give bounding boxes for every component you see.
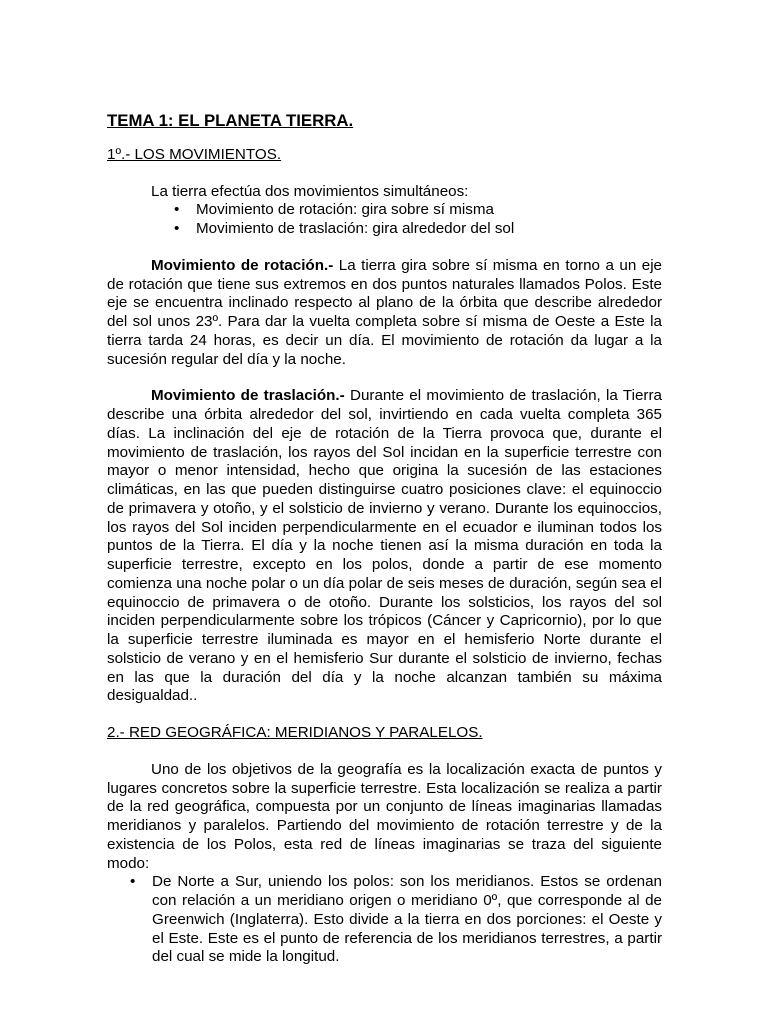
intro-text: La tierra efectúa dos movimientos simultáneos:: [151, 182, 469, 200]
list-item-text: Movimiento de traslación: gira alrededor del sol: [196, 220, 515, 237]
list-item-text: De Norte a Sur, uniendo los polos: son los meridianos. Estos se ordenan con relación a un meridiano origen o meridiano 0º, que corresponde al de Greenwich (Inglaterra). Esto divide a la tierra en dos porciones: el Oeste y el Este. Este es el punto de referencia de los meridianos terrestres, a partir del cual se mide la longitud.: [152, 873, 662, 966]
red-geografica-paragraph: Uno de los objetivos de la geografía es la localización exacta de puntos y lugares concretos sobre la superficie terrestre. Esta localización se realiza a partir de la red geográfica, compuesta por un conjunto de líneas imaginarias llamadas meridianos y paralelos. Partiendo del movimiento de rotación terrestre y de la existencia de los Polos, esta red de líneas imaginarias se traza del siguiente modo:: [107, 760, 662, 872]
rotation-text: La tierra gira sobre sí misma en torno a un eje de rotación que tiene sus extremos en dos puntos naturales llamados Polos. Este eje se encuentra inclinado respecto al plano de la órbita que describe alrededor del sol unos 23º. Para dar la vuelta completa sobre sí misma de Oeste a Este la tierra tarda 24 horas, es decir un día. El movimiento de rotación da lugar a la sucesión regular del día y la noche.: [107, 256, 663, 368]
section-heading-movimientos: 1º.- LOS MOVIMIENTOS.: [107, 145, 282, 163]
rotation-paragraph: [107, 257, 662, 370]
translation-text: Durante el movimiento de traslación, la Tierra describe una órbita alrededor del sol, invirtiendo en cada vuelta completa 365 días. La inclinación del eje de rotación de la Tierra provoca que, durante el movimiento de traslación, los rayos del Sol incidan en la superficie terrestre con mayor o menor intensidad, hecho que origina la sucesión de las estaciones climáticas, en las que pueden distinguirse cuatro posiciones clave: el equinoccio de primavera y otoño, y el solsticio de invierno y verano. Durante los equinoccios, los rayos del Sol inciden perpendicularmente en el ecuador e iluminan todos los puntos de la Tierra. El día y la noche tienen así la misma duración en toda la superficie terrestre, excepto en los polos, donde a partir de ese momento comienza una noche polar o un día polar de seis meses de duración, según sea el equinoccio de primavera o de otoño. Durante los solsticios, los rayos del sol inciden perpendicularmente sobre los trópicos (Cáncer y Capricornio), por lo que la superficie terrestre iluminada es mayor en el hemisferio Norte durante el solsticio de verano y en el hemisferio Sur durante el solsticio de invierno, fechas en las que la duración del día y la noche alcanzan también su máxima desigualdad..: [107, 387, 662, 705]
bullet-icon: •: [174, 201, 180, 219]
translation-label: Movimiento de traslación.-: [151, 387, 345, 405]
list-item-text: Movimiento de rotación: gira sobre sí misma: [196, 201, 494, 219]
list-item: [151, 220, 662, 239]
meridians-list: [107, 873, 662, 967]
movements-list: [107, 201, 662, 239]
list-item: [151, 201, 662, 220]
section-heading-red-geografica: 2.- RED GEOGRÁFICA: MERIDIANOS Y PARALELOS.: [107, 724, 483, 741]
list-item: [107, 873, 662, 967]
rotation-label: Movimiento de rotación.-: [151, 256, 334, 274]
bullet-icon: •: [130, 873, 136, 891]
document-page: [107, 112, 662, 967]
document-title: TEMA 1: EL PLANETA TIERRA.: [107, 111, 354, 130]
translation-paragraph: [107, 387, 662, 706]
bullet-icon: •: [174, 220, 180, 237]
